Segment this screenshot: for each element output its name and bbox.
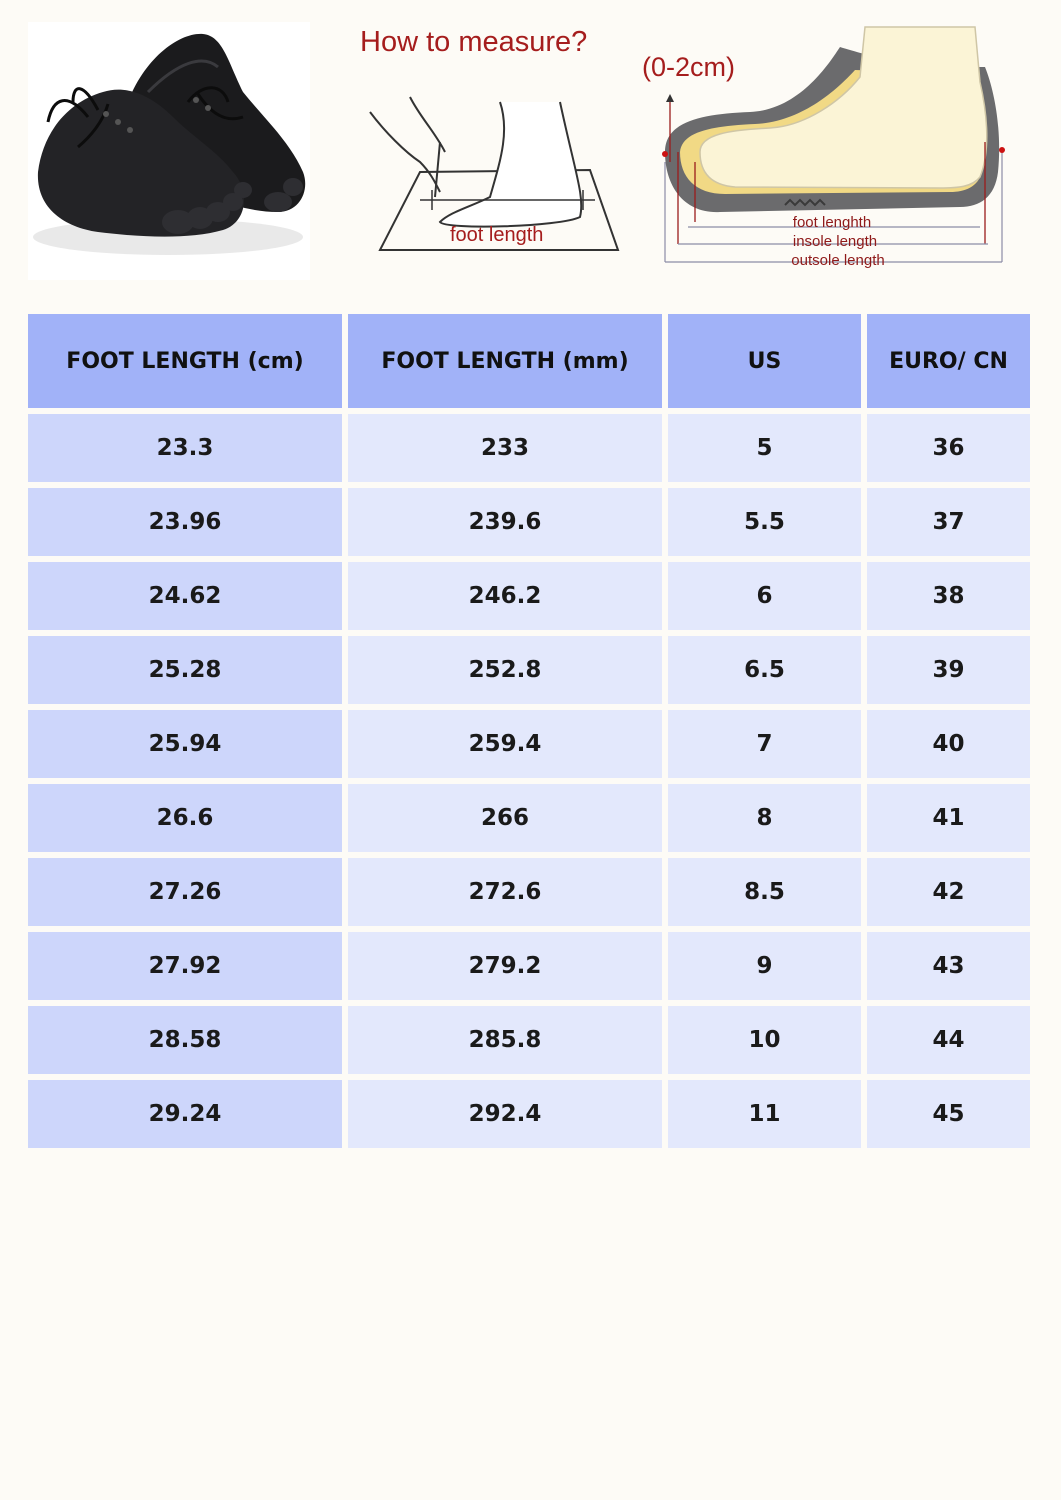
table-row bbox=[28, 932, 1030, 1000]
cell-euro: 37 bbox=[867, 488, 1030, 556]
how-to-measure-title: How to measure? bbox=[360, 26, 588, 58]
cell-mm: 239.6 bbox=[348, 488, 662, 556]
cell-cm: 23.96 bbox=[28, 488, 342, 556]
table-row bbox=[28, 414, 1030, 482]
cell-mm: 279.2 bbox=[348, 932, 662, 1000]
cell-cm: 25.94 bbox=[28, 710, 342, 778]
cell-euro: 38 bbox=[867, 562, 1030, 630]
cell-euro: 36 bbox=[867, 414, 1030, 482]
cell-us: 8.5 bbox=[668, 858, 861, 926]
diagram-label-outsole-length: outsole length bbox=[791, 252, 885, 269]
column-header-euro-cn: EURO/ CN bbox=[867, 314, 1030, 408]
cell-cm: 26.6 bbox=[28, 784, 342, 852]
column-header-foot-length-mm: FOOT LENGTH (mm) bbox=[348, 314, 662, 408]
table-row bbox=[28, 488, 1030, 556]
cell-euro: 42 bbox=[867, 858, 1030, 926]
cell-cm: 28.58 bbox=[28, 1006, 342, 1074]
cell-mm: 233 bbox=[348, 414, 662, 482]
cell-mm: 292.4 bbox=[348, 1080, 662, 1148]
cell-us: 7 bbox=[668, 710, 861, 778]
cell-us: 6 bbox=[668, 562, 861, 630]
cell-cm: 23.3 bbox=[28, 414, 342, 482]
diagram-label-insole-length: insole length bbox=[792, 233, 878, 250]
column-header-us: US bbox=[668, 314, 861, 408]
table-row bbox=[28, 784, 1030, 852]
cell-euro: 39 bbox=[867, 636, 1030, 704]
table-row bbox=[28, 636, 1030, 704]
cell-mm: 285.8 bbox=[348, 1006, 662, 1074]
cell-us: 5 bbox=[668, 414, 861, 482]
cell-euro: 44 bbox=[867, 1006, 1030, 1074]
cell-mm: 246.2 bbox=[348, 562, 662, 630]
cell-mm: 259.4 bbox=[348, 710, 662, 778]
column-header-foot-length-cm: FOOT LENGTH (cm) bbox=[28, 314, 342, 408]
table-row bbox=[28, 710, 1030, 778]
shoe-photo bbox=[28, 22, 310, 280]
table-row bbox=[28, 1080, 1030, 1148]
cell-us: 5.5 bbox=[668, 488, 861, 556]
diagram-label-foot-length: foot lenghth bbox=[792, 214, 872, 231]
cell-cm: 24.62 bbox=[28, 562, 342, 630]
cell-cm: 29.24 bbox=[28, 1080, 342, 1148]
foot-length-label: foot length bbox=[450, 224, 544, 246]
table-header-row bbox=[28, 314, 1030, 408]
cell-euro: 41 bbox=[867, 784, 1030, 852]
barefoot-shoe-icon bbox=[28, 22, 310, 280]
cell-us: 11 bbox=[668, 1080, 861, 1148]
table-row bbox=[28, 1006, 1030, 1074]
cell-euro: 43 bbox=[867, 932, 1030, 1000]
cell-cm: 25.28 bbox=[28, 636, 342, 704]
size-chart-table bbox=[22, 308, 1036, 1154]
table-row bbox=[28, 858, 1030, 926]
shoe-length-diagram bbox=[640, 22, 1035, 280]
cell-euro: 45 bbox=[867, 1080, 1030, 1148]
table-row bbox=[28, 562, 1030, 630]
cell-us: 6.5 bbox=[668, 636, 861, 704]
cell-mm: 266 bbox=[348, 784, 662, 852]
cell-mm: 272.6 bbox=[348, 858, 662, 926]
cell-us: 10 bbox=[668, 1006, 861, 1074]
cell-euro: 40 bbox=[867, 710, 1030, 778]
toe-gap-range-label: (0-2cm) bbox=[642, 52, 735, 82]
hero-banner bbox=[0, 0, 1061, 300]
measure-sketch bbox=[350, 22, 630, 280]
cell-cm: 27.92 bbox=[28, 932, 342, 1000]
cell-cm: 27.26 bbox=[28, 858, 342, 926]
cell-us: 8 bbox=[668, 784, 861, 852]
cell-us: 9 bbox=[668, 932, 861, 1000]
cell-mm: 252.8 bbox=[348, 636, 662, 704]
